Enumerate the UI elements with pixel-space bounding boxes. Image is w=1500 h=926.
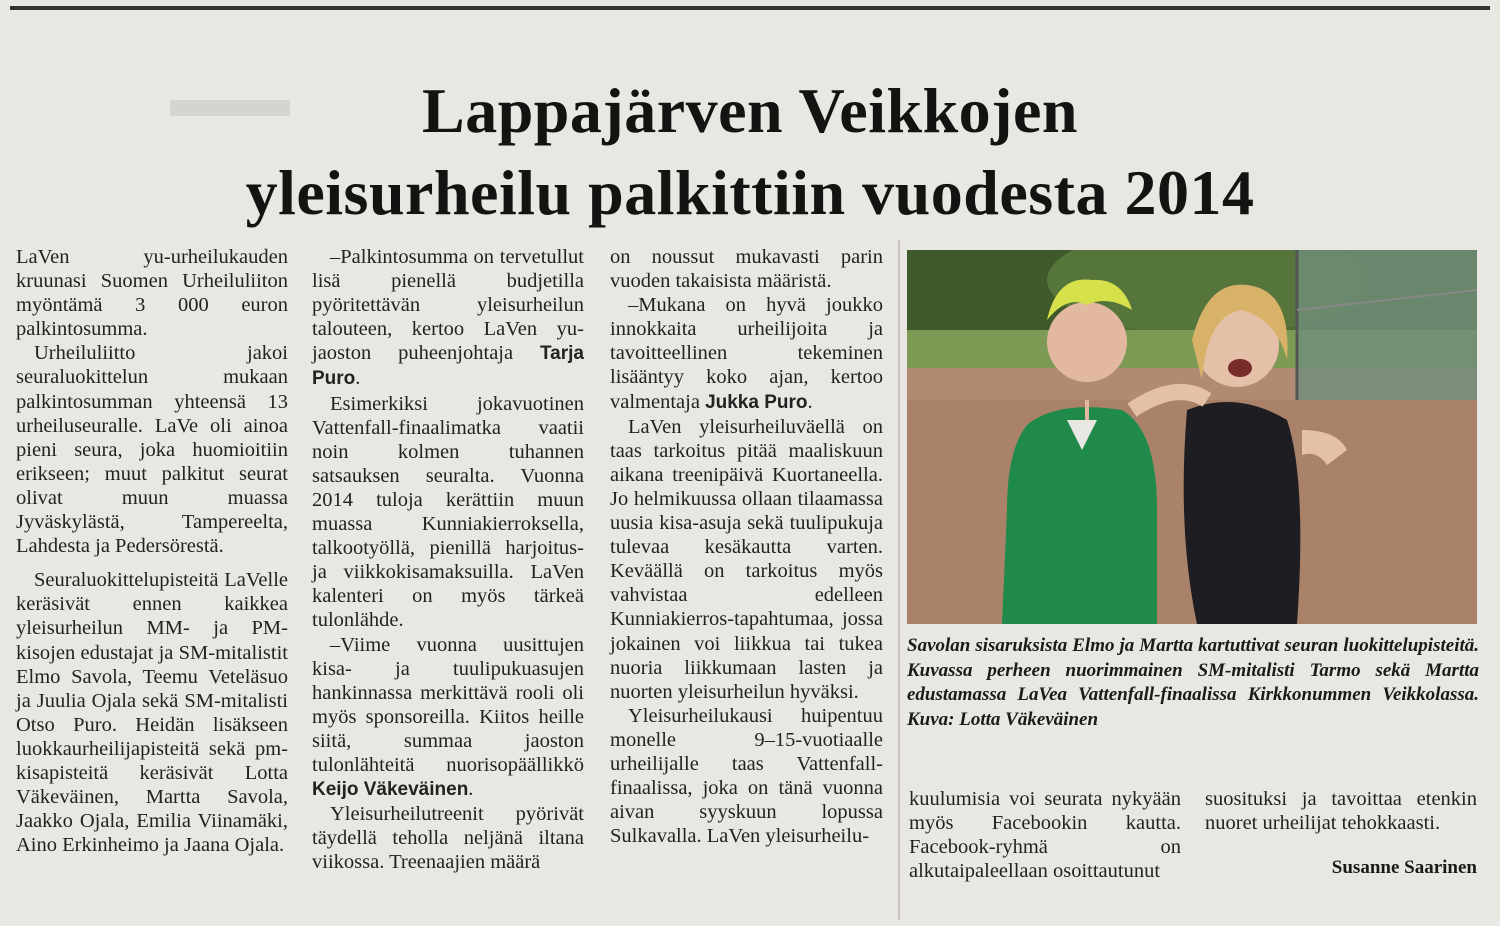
col3-p2-end: . <box>807 390 813 413</box>
col4b-paragraph: suosituksi ja tavoittaa etenkin nuoret urheilijat tehokkaasti. <box>1205 788 1477 835</box>
col3-paragraph-3: LaVen yleisurheiluväellä on taas tarkoitus pitää maaliskuun aikana treenipäivä Kuortaneella. Jo helmikuussa ollaan tilaamassa uusia kisa-asuja sekä tuulipukuja tulevaa kesäkautta varten. Keväällä on tarkoitus myös vahvistaa edelleen Kunniakierros-tapahtumaa, jossa jokainen voi liikkua tai tukea nuoria liikkumaan lasten ja nuorten yleisurheilun hyväksi. <box>610 415 883 703</box>
col3-p2-name: Jukka Puro <box>705 391 808 413</box>
col2-p1-end: . <box>355 367 361 390</box>
column-4a <box>909 787 1181 883</box>
col3-p2-text: –Mukana on hyvä joukko innokkaita urheilijoita ja tavoitteellinen tekeminen lisääntyy koko ajan, kertoo valmentaja <box>610 294 883 413</box>
photo-caption: Savolan sisaruksista Elmo ja Martta kartuttivat seuran luokittelupisteitä. Kuvassa perheen nuorimmainen SM-mitalisti Tarmo sekä Martta edustamassa LaVea Vattenfall-finaalissa Kirkkonummen Veikkolassa. Kuva: Lotta Väkeväinen <box>907 635 1479 730</box>
column-4b <box>1205 787 1477 835</box>
col2-paragraph-4: Yleisurheilutreenit pyörivät täydellä teholla neljänä iltana viikossa. Treenaajien määrä <box>312 803 584 874</box>
col2-paragraph-3 <box>312 633 584 803</box>
article-photo <box>907 250 1477 624</box>
column-3 <box>610 245 883 848</box>
col3-paragraph-1: on noussut mukavasti parin vuoden takaisista määristä. <box>610 246 883 293</box>
col1-paragraph-3: Seuraluokittelupisteitä LaVelle keräsivät ennen kaikkea yleisurheilun MM- ja PM-kisojen edustajat ja SM-mitalistit Elmo Savola, Teemu Veteläsuo ja Juulia Ojala sekä SM-mitalisti Otso Puro. Heidän lisäkseen luokkaurheilijapisteitä sekä pm-kisapisteitä keräsivät Lotta Väkeväinen, Martta Savola, Jaakko Ojala, Emilia Viinamäki, Aino Erkinheimo ja Jaana Ojala. <box>16 569 288 857</box>
col1-paragraph-1: LaVen yu-urheilukauden kruunasi Suomen Urheiluliiton myöntämä 3 000 euron palkintosumma. <box>16 246 288 341</box>
column-separator <box>898 240 900 920</box>
headline-line-2: yleisurheilu palkittiin vuodesta 2014 <box>245 157 1255 228</box>
col1-paragraph-2: Urheiluliitto jakoi seuraluokittelun mukaan palkintosumman yhteensä 13 urheiluseuralle. LaVe oli ainoa pieni seura, joka huomioitiin erikseen; muut palkitut seurat olivat muun muassa Jyväskylästä, Tampereelta, Lahdesta ja Pedersörestä. <box>16 342 288 558</box>
col2-paragraph-1 <box>312 245 584 392</box>
col2-p1-text: –Palkintosumma on tervetullut lisä pienellä budjetilla pyöritettävän yleisurheilun talouteen, kertoo LaVen yu-jaoston puheenjohtaja <box>312 246 584 365</box>
byline: Susanne Saarinen <box>1331 857 1477 878</box>
col3-paragraph-2 <box>610 293 883 414</box>
headline-line-1: Lappajärven Veikkojen <box>422 75 1078 146</box>
col2-paragraph-2: Esimerkiksi jokavuotinen Vattenfall-finaalimatka vaatii noin kolmen tuhannen satsauksen seuralta. Vuonna 2014 tuloja kerättiin muun muassa Kunniakierroksella, talkootyöllä, pienillä harjoitus- ja viikkokisamaksuilla. LaVen kalenteri on myös tärkeä tulonlähde. <box>312 392 584 632</box>
headline <box>0 70 1500 234</box>
column-2 <box>312 245 584 874</box>
photo-illustration <box>907 250 1477 624</box>
col2-p3-text: –Viime vuonna uusittujen kisa- ja tuulipukuasujen hankinnassa merkittävä rooli oli myös sponsoreilla. Kiitos heille siitä, summaa jaoston tulonlähteitä nuorisopäällikkö <box>312 633 584 776</box>
col2-p1-name: Tarja Puro <box>312 343 584 390</box>
top-rule <box>10 6 1490 10</box>
col2-p3-end: . <box>468 778 474 801</box>
column-1 <box>16 245 288 857</box>
col2-p3-name: Keijo Väkeväinen <box>312 779 469 801</box>
col3-paragraph-4: Yleisurheilukausi huipentuu monelle 9–15-vuotiaalle urheilijalle taas Vattenfall-finaalissa, joka on tänä vuonna aivan syyskuun lopussa Sulkavalla. LaVen yleisurheilu- <box>610 704 883 848</box>
col4a-paragraph: kuulumisia voi seurata nykyään myös Facebookin kautta. Facebook-ryhmä on alkutaipaleellaan osoittautunut <box>909 788 1181 883</box>
